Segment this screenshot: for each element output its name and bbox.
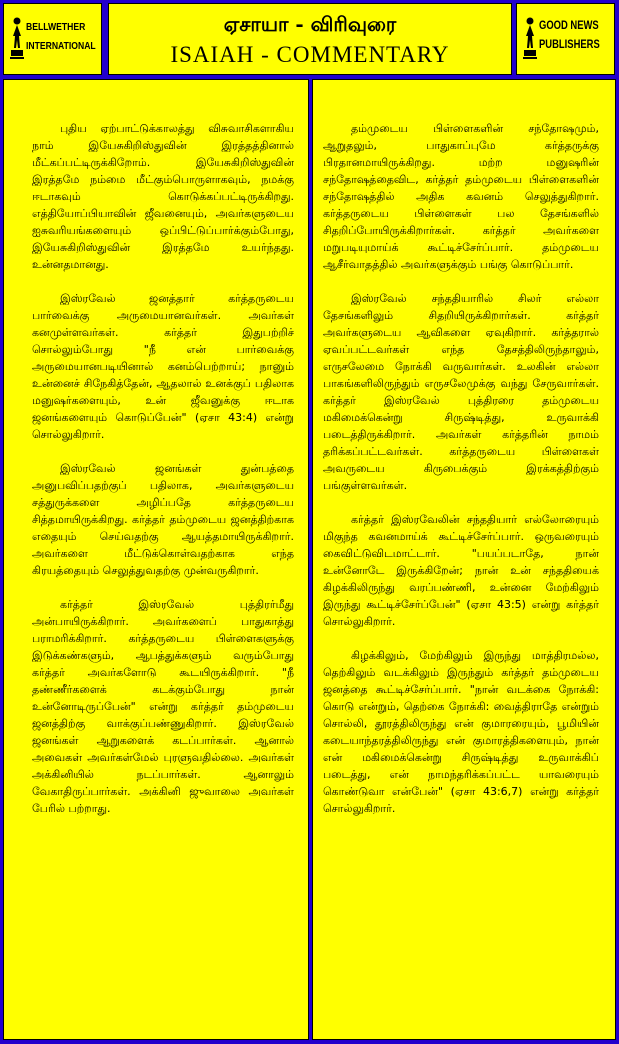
right-column-text bbox=[323, 120, 599, 834]
title-box bbox=[108, 3, 512, 75]
left-paragraph-1: புதிய ஏற்பாட்டுக்காலத்து விசுவாசிகளாகிய நாம் இயேசுகிறிஸ்துவின் இரத்தத்தினால் மீட்கப்பட்டிருக்கிறோம். இயேசுகிறிஸ்துவின் இரத்தமே நம்மை மீட்கும்பொருளாகவும், நமக்கு ஈடாகவும் கொடுக்கப்பட்டிருக்கிறது. எத்தியோப்பியாவின் ஜீவனையும், அவர்களுடைய ஐசுவரியங்களையும் ஒப்பிட்டுப்பார்க்கும்போது, இயேசுகிறிஸ்துவின் இரத்தமே உயர்ந்தது. உன்னதமானது. bbox=[32, 122, 294, 271]
title-english: ISAIAH - COMMENTARY bbox=[170, 42, 450, 67]
bellwether-logo bbox=[3, 3, 102, 75]
bellwether-logo-text bbox=[26, 18, 96, 56]
good-news-logo bbox=[516, 3, 615, 75]
left-paragraph-3: இஸ்ரவேல் ஜனங்கள் துன்பத்தை அனுபவிப்பதற்குப் பதிலாக, அவர்களுடைய சத்துருக்களை அழிப்பதே கர்த்தருடைய சித்தமாயிருக்கிறது. கர்த்தர் தம்முடைய ஜனத்திற்காக எதையும் செய்வதற்கு ஆயத்தமாயிருக்கிறார். அவர்களை மீட்டுக்கொள்வதற்காக எந்த கிரயத்தையும் செலுத்துவதற்கு முன்வருகிறார். bbox=[32, 462, 294, 577]
good-news-logo-line1: GOOD NEWS bbox=[539, 20, 599, 32]
good-news-logo-text bbox=[539, 17, 600, 55]
bellwether-logo-line1: BELLWETHER bbox=[26, 21, 86, 33]
right-paragraph-1: தம்முடைய பிள்ளைகளின் சந்தோஷமும், ஆறுதலும், பாதுகாப்புமே கர்த்தருக்கு பிரதானமாயிருக்கிறது. மற்ற மனுஷரின் சந்தோஷத்தைவிட, கர்த்தர் தம்முடைய பிள்ளைகளின் சந்தோஷத்தில் அதிக கவனம் செலுத்துகிறார். கர்த்தருடைய பிள்ளைகள் பல தேசங்களில் சிதறிப்போயிருக்கிறார்கள். கர்த்தர் அவர்களை மறுபடியுமாய்க் கூட்டிச்சேர்ப்பார். தம்முடைய ஆசீர்வாதத்தில் அவர்களுக்கும் பங்கு கொடுப்பார். bbox=[323, 122, 599, 271]
left-column bbox=[3, 79, 309, 1040]
good-news-logo-line2: PUBLISHERS bbox=[539, 39, 600, 51]
bellwether-figure-icon bbox=[10, 16, 24, 60]
right-column bbox=[312, 79, 616, 1040]
left-paragraph-2: இஸ்ரவேல் ஜனத்தார் கர்த்தருடைய பார்வைக்கு அருமையானவர்கள். அவர்கள் கனமுள்ளவர்கள். கர்த்தர் இதுபற்றிச் சொல்லும்போது "நீ என் பார்வைக்கு அருமையானபடியினால் கனம்பெற்றாய்; நானும் உன்னைச் சிநேகித்தேன், ஆதலால் உனக்குப் பதிலாக மனுஷர்களையும், உன் ஜீவனுக்கு ஈடாக ஜனங்களையும் கொடுப்பேன்" (ஏசா 43:4) என்று சொல்லுகிறார். bbox=[32, 292, 294, 441]
right-paragraph-4: கிழக்கிலும், மேற்கிலும் இருந்து மாத்திரமல்ல, தெற்கிலும் வடக்கிலும் இருந்தும் கர்த்தர் தம்முடைய ஜனத்தை கூட்டிச்சேர்ப்பார். "நான் வடக்கை நோக்கி: கொடு என்றும், தெற்கை நோக்கி: வைத்திராதே என்றும் சொல்லி, தூரத்திலிருந்து என் குமாரரையும், பூமியின் கடையாந்தரத்திலிருந்து என் குமாரத்திகளையும், நான் என் மகிமைக்கென்று சிருஷ்டித்து உருவாக்கிப் படைத்து, என் நாமந்தரிக்கப்பட்ட யாவரையும் கொண்டுவா என்பேன்" (ஏசா 43:6,7) என்று கர்த்தர் சொல்லுகிறார். bbox=[323, 649, 599, 815]
right-paragraph-2: இஸ்ரவேல் சந்ததியாரில் சிலர் எல்லா தேசங்களிலும் சிதறியிருக்கிறார்கள். கர்த்தர் அவர்களுடைய ஆவிகளை ஏவுகிறார். கர்த்தரால் ஏவப்பட்டவர்கள் எந்த தேசத்திலிருந்தாலும், எருசலேமை நோக்கி வருவார்கள். உலகின் எல்லா பாகங்களிலிருந்தும் எருசலேமுக்கு வந்து சேருவார்கள். கர்த்தர் இஸ்ரவேல் புத்திரரை தம்முடைய மகிமைக்கென்று சிருஷ்டித்து, உருவாக்கி படைத்திருக்கிறார். அவர்கள் கர்த்தரின் நாமம் தரிக்கப்பட்டவர்கள். கர்த்தருடைய பிள்ளைகள் அவருடைய கிருபைக்கும் இரக்கத்திற்கும் பங்குள்ளவர்கள். bbox=[323, 292, 599, 492]
right-paragraph-3: கர்த்தர் இஸ்ரவேலின் சந்ததியார் எல்லோரையும் மிகுந்த கவனமாய்க் கூட்டிச்சேர்ப்பார். ஒருவரையும் கைவிட்டுவிடமாட்டார். "பயப்படாதே, நான் உன்னோடே இருக்கிறேன்; நான் உன் சந்ததியைக் கிழக்கிலிருந்து வரப்பண்ணி, உன்னை மேற்கிலும் இருந்து கூட்டிச்சேர்ப்பேன்" (ஏசா 43:5) என்று கர்த்தர் சொல்லுகிறார். bbox=[323, 513, 599, 628]
title-tamil: ஏசாயா - விரிவுரை bbox=[223, 12, 397, 36]
left-paragraph-4: கர்த்தர் இஸ்ரவேல் புத்திரர்மீது அன்பாயிருக்கிறார். அவர்களைப் பாதுகாத்து பராமரிக்கிறார். கர்த்தருடைய பிள்ளைகளுக்கு இடுக்கண்களும், ஆபத்துக்களும் வரும்போது கர்த்தர் அவர்களோடு கூடயிருக்கிறார். "நீ தண்ணீர்களைக் கடக்கும்போது நான் உன்னோடிருப்பேன்" என்று கர்த்தர் தம்முடைய ஜனத்திற்கு வாக்குப்பண்ணுகிறார். இஸ்ரவேல் ஜனங்கள் ஆறுகளைக் கடப்பார்கள். ஆனால் அவைகள் அவர்கள்மேல் புரளுவதில்லை. அவர்கள் அக்கினியில் நடப்பார்கள். ஆனாலும் வேகாதிருப்பார்கள். அக்கினி ஜுவாலை அவர்கள் பேரில் பற்றாது. bbox=[32, 598, 294, 815]
good-news-figure-icon bbox=[523, 16, 537, 60]
left-column-text bbox=[32, 120, 294, 834]
bellwether-logo-line2: INTERNATIONAL bbox=[26, 40, 96, 52]
